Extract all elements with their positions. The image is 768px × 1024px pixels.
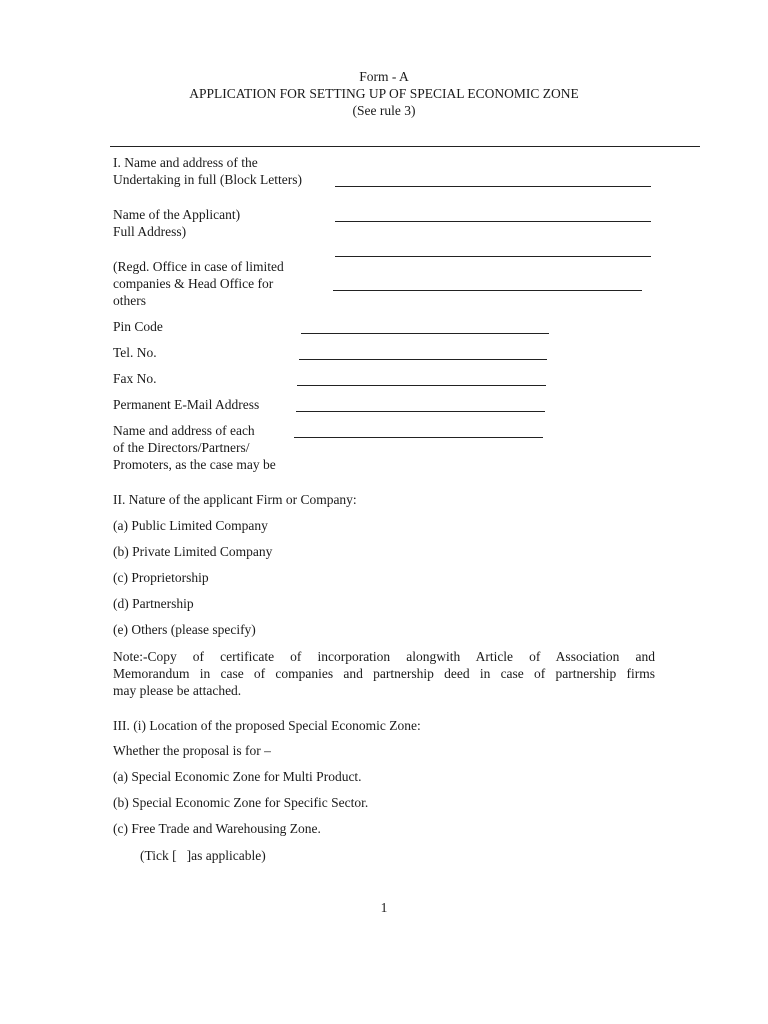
- page-title: APPLICATION FOR SETTING UP OF SPECIAL ECONOMIC ZONE: [189, 86, 579, 101]
- note-line1: Note:-Copy of certificate of incorporation alongwith Article of Association and: [113, 649, 655, 664]
- undertaking-name-field[interactable]: [335, 186, 651, 187]
- proposal-question: Whether the proposal is for –: [113, 743, 271, 758]
- regd-office-field[interactable]: [333, 290, 642, 291]
- firm-option-proprietorship[interactable]: (c) Proprietorship: [113, 570, 209, 585]
- regd-office-label-line2: companies & Head Office for: [113, 276, 274, 291]
- header-divider: [110, 146, 700, 147]
- section3-heading: III. (i) Location of the proposed Special Economic Zone:: [113, 718, 421, 733]
- email-label: Permanent E-Mail Address: [113, 397, 260, 412]
- regd-office-label-line3: others: [113, 293, 146, 308]
- firm-option-private[interactable]: (b) Private Limited Company: [113, 544, 273, 559]
- zone-option-multi-product[interactable]: (a) Special Economic Zone for Multi Product.: [113, 769, 362, 784]
- tel-no-field[interactable]: [299, 359, 547, 360]
- regd-office-label-line1: (Regd. Office in case of limited: [113, 259, 284, 274]
- firm-option-others[interactable]: (e) Others (please specify): [113, 622, 256, 637]
- form-label: Form - A: [359, 69, 409, 84]
- directors-field[interactable]: [294, 437, 543, 438]
- firm-option-public[interactable]: (a) Public Limited Company: [113, 518, 268, 533]
- tel-no-label: Tel. No.: [113, 345, 157, 360]
- applicant-name-label: Name of the Applicant): [113, 207, 241, 222]
- page-number: 1: [380, 900, 388, 915]
- applicant-name-field[interactable]: [335, 221, 651, 222]
- email-field[interactable]: [296, 411, 545, 412]
- applicant-address-field[interactable]: [335, 256, 651, 257]
- undertaking-label-line2: Undertaking in full (Block Letters): [113, 172, 302, 187]
- applicant-address-label: Full Address): [113, 224, 187, 239]
- note-line3: may please be attached.: [113, 683, 242, 698]
- firm-option-partnership[interactable]: (d) Partnership: [113, 596, 194, 611]
- section2-heading: II. Nature of the applicant Firm or Company:: [113, 492, 357, 507]
- pin-code-label: Pin Code: [113, 319, 163, 334]
- fax-no-field[interactable]: [297, 385, 546, 386]
- note-line2: Memorandum in case of companies and partnership deed in case of partnership firms: [113, 666, 655, 681]
- tick-instruction: (Tick [ ]as applicable): [140, 848, 266, 863]
- zone-option-specific-sector[interactable]: (b) Special Economic Zone for Specific Sector.: [113, 795, 369, 810]
- zone-option-ftwz[interactable]: (c) Free Trade and Warehousing Zone.: [113, 821, 321, 836]
- rule-reference: (See rule 3): [352, 103, 416, 118]
- directors-label-line3: Promoters, as the case may be: [113, 457, 276, 472]
- undertaking-label-line1: I. Name and address of the: [113, 155, 258, 170]
- directors-label-line2: of the Directors/Partners/: [113, 440, 250, 455]
- directors-label-line1: Name and address of each: [113, 423, 255, 438]
- fax-no-label: Fax No.: [113, 371, 157, 386]
- pin-code-field[interactable]: [301, 333, 549, 334]
